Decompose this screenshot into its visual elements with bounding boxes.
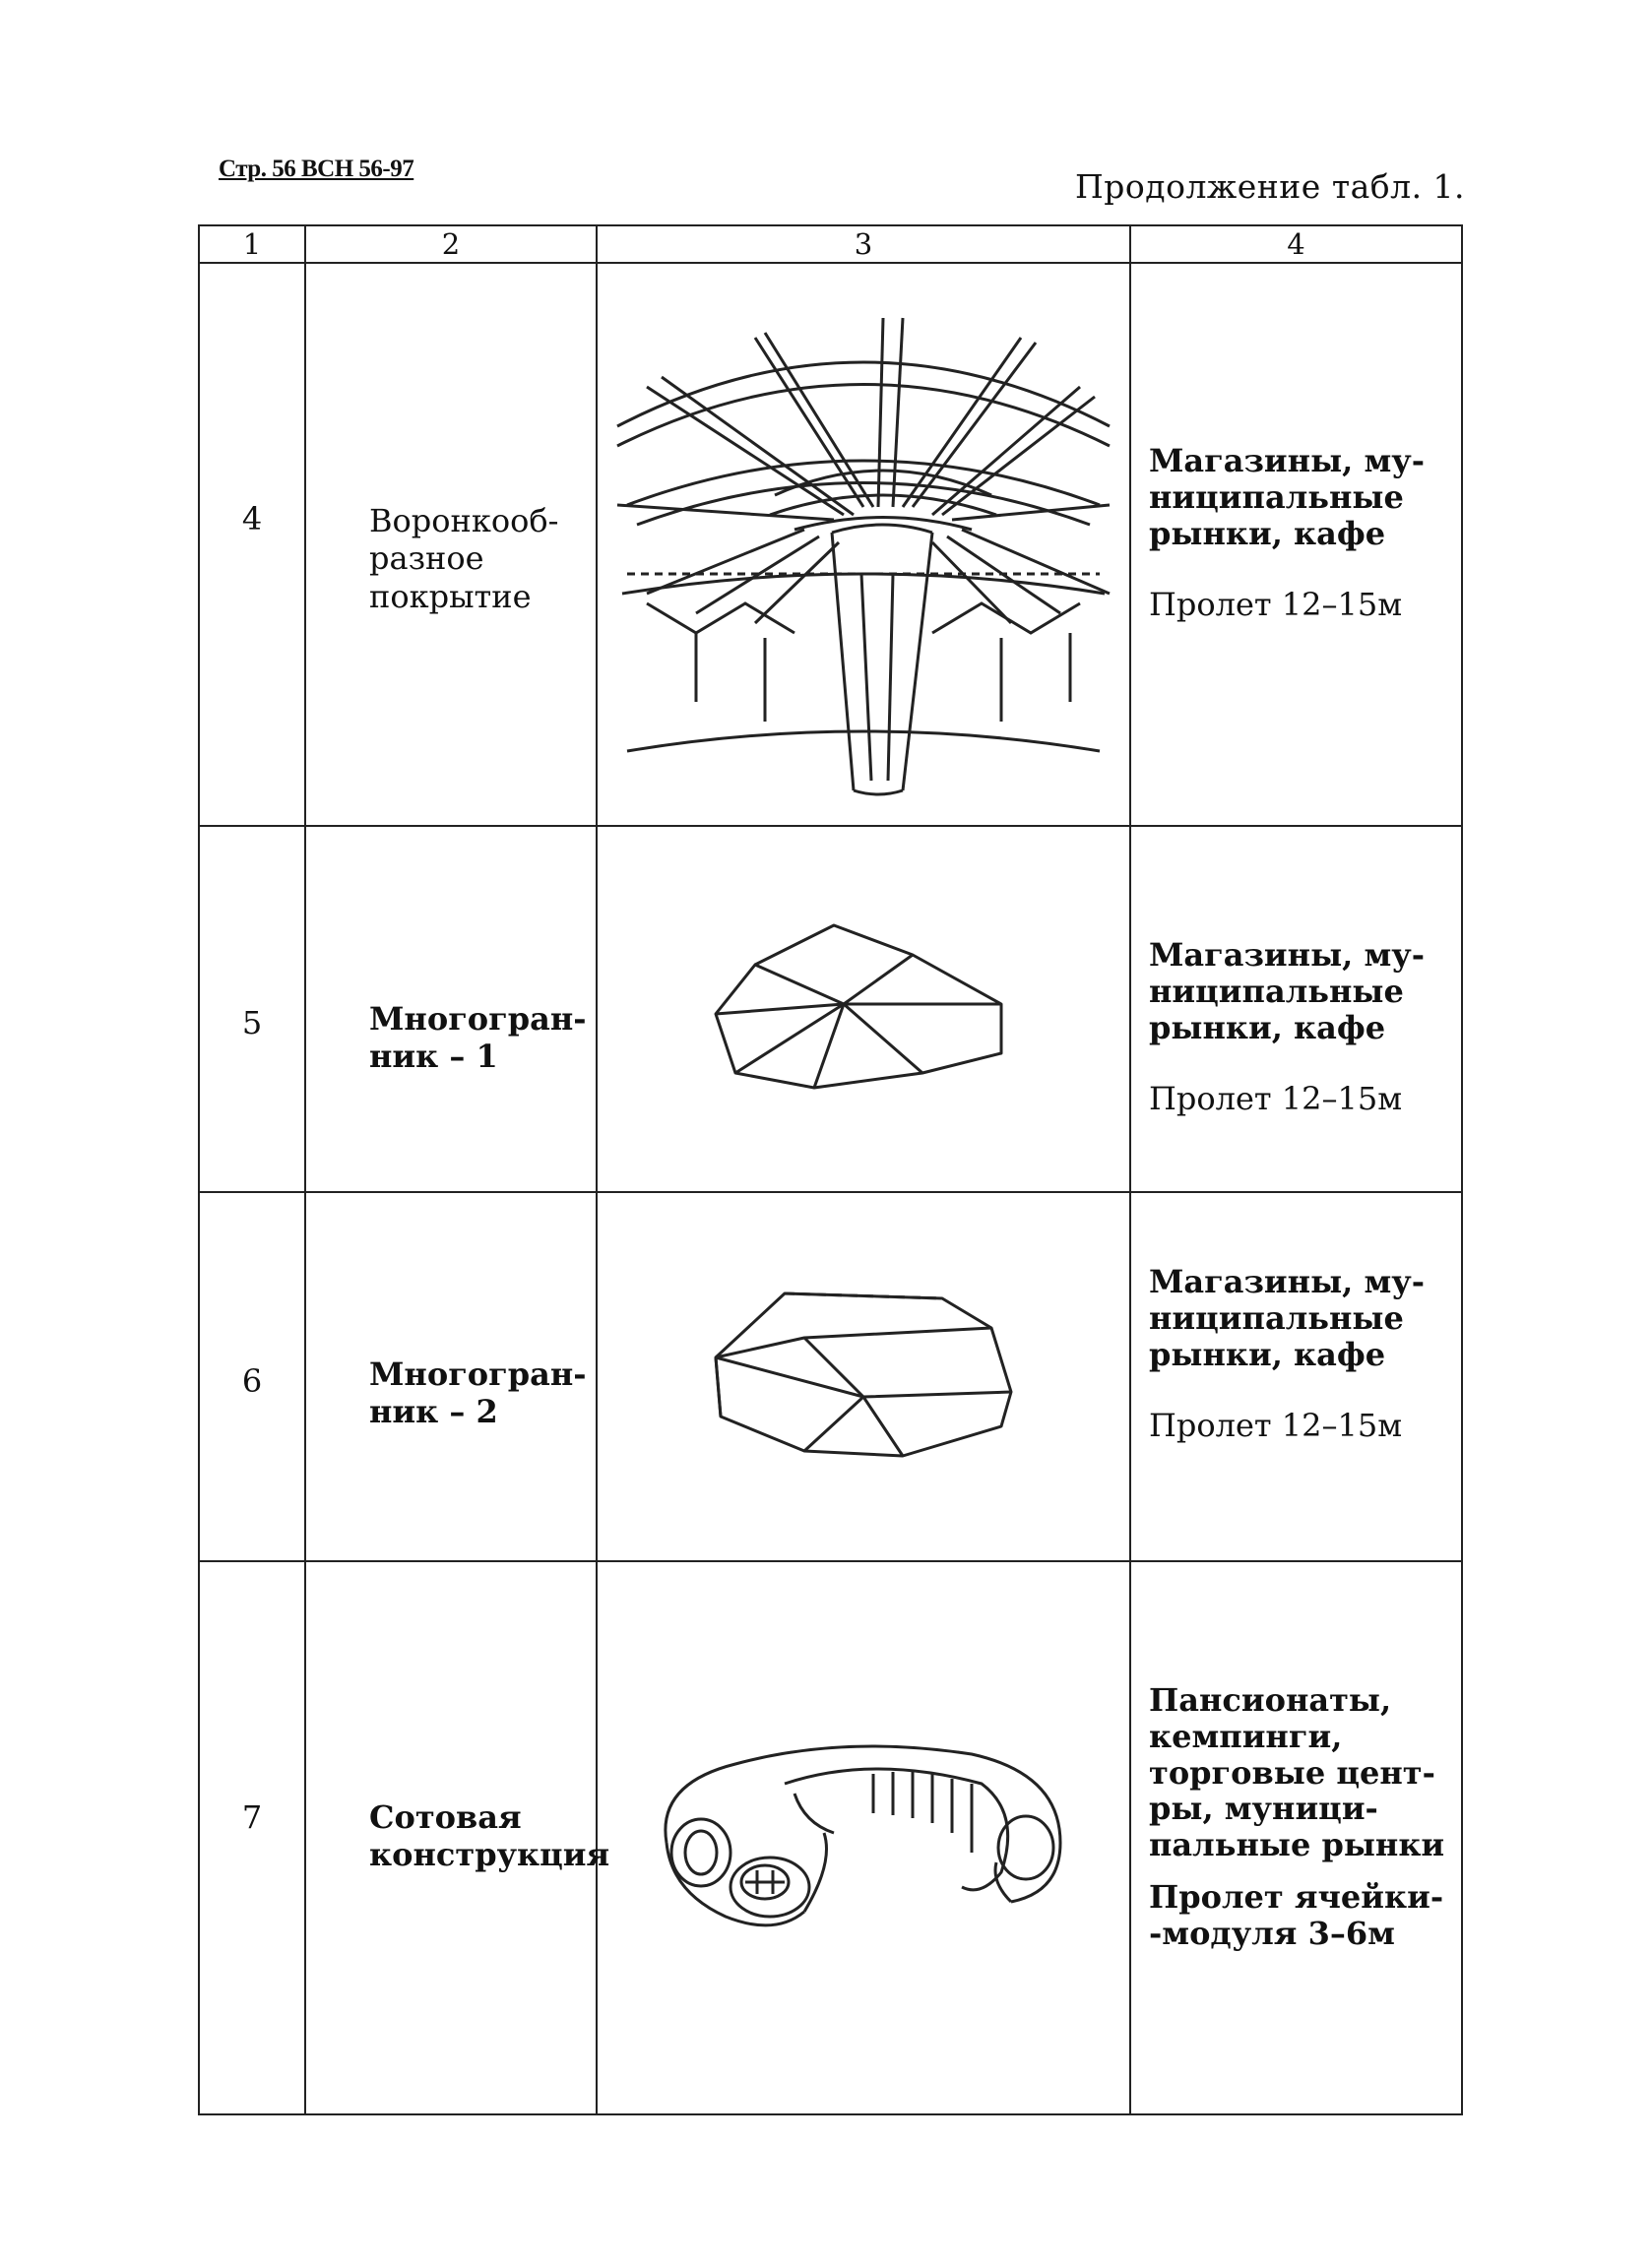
- use-description: Магазины, му- ниципальные рынки, кафе: [1149, 1263, 1425, 1373]
- honeycomb-structure-drawing: [597, 1561, 1130, 2114]
- table-row: [199, 1192, 1462, 1561]
- column-header-4: 4: [1130, 225, 1462, 263]
- span-description: Пролет 12–15м: [1149, 586, 1403, 624]
- column-header-row: [199, 225, 1462, 263]
- polyhedron-2-drawing: [597, 1192, 1130, 1561]
- polyhedron-2-icon: [706, 1279, 1021, 1476]
- span-description: Пролет ячейки- -модуля 3–6м: [1149, 1877, 1444, 1952]
- table-row: [199, 263, 1462, 826]
- column-header-1: 1: [199, 225, 305, 263]
- use-description: Магазины, му- ниципальные рынки, кафе: [1149, 442, 1425, 552]
- structure-name: Воронкооб- разное покрытие: [369, 502, 559, 615]
- row-number: 5: [241, 1004, 263, 1041]
- polyhedron-1-icon: [706, 915, 1021, 1102]
- structure-name: Многогран- ник – 2: [369, 1355, 587, 1431]
- table-row: [199, 826, 1462, 1192]
- use-description: Магазины, му- ниципальные рынки, кафе: [1149, 936, 1425, 1046]
- span-description: Пролет 12–15м: [1149, 1080, 1403, 1118]
- row-number: 4: [241, 500, 263, 537]
- use-description: Пансионаты, кемпинги, торговые цент- ры, муници- пальные рынки: [1149, 1681, 1445, 1864]
- row-number: 7: [241, 1798, 263, 1836]
- honeycomb-structure-icon: [647, 1725, 1080, 1951]
- polyhedron-1-drawing: [597, 826, 1130, 1192]
- funnel-roof-icon: [607, 279, 1119, 810]
- funnel-roof-drawing: [597, 263, 1130, 826]
- table-continuation-label: Продолжение табл. 1.: [1075, 167, 1466, 206]
- row-number: 6: [241, 1362, 263, 1400]
- table-row: [199, 1561, 1462, 2114]
- structures-table: [198, 224, 1463, 2115]
- column-header-3: 3: [597, 225, 1130, 263]
- column-header-2: 2: [305, 225, 597, 263]
- structure-name: Сотовая конструкция: [369, 1798, 610, 1874]
- span-description: Пролет 12–15м: [1149, 1407, 1403, 1445]
- page-reference: Стр. 56 ВСН 56-97: [219, 156, 414, 182]
- structure-name: Многогран- ник – 1: [369, 1000, 587, 1076]
